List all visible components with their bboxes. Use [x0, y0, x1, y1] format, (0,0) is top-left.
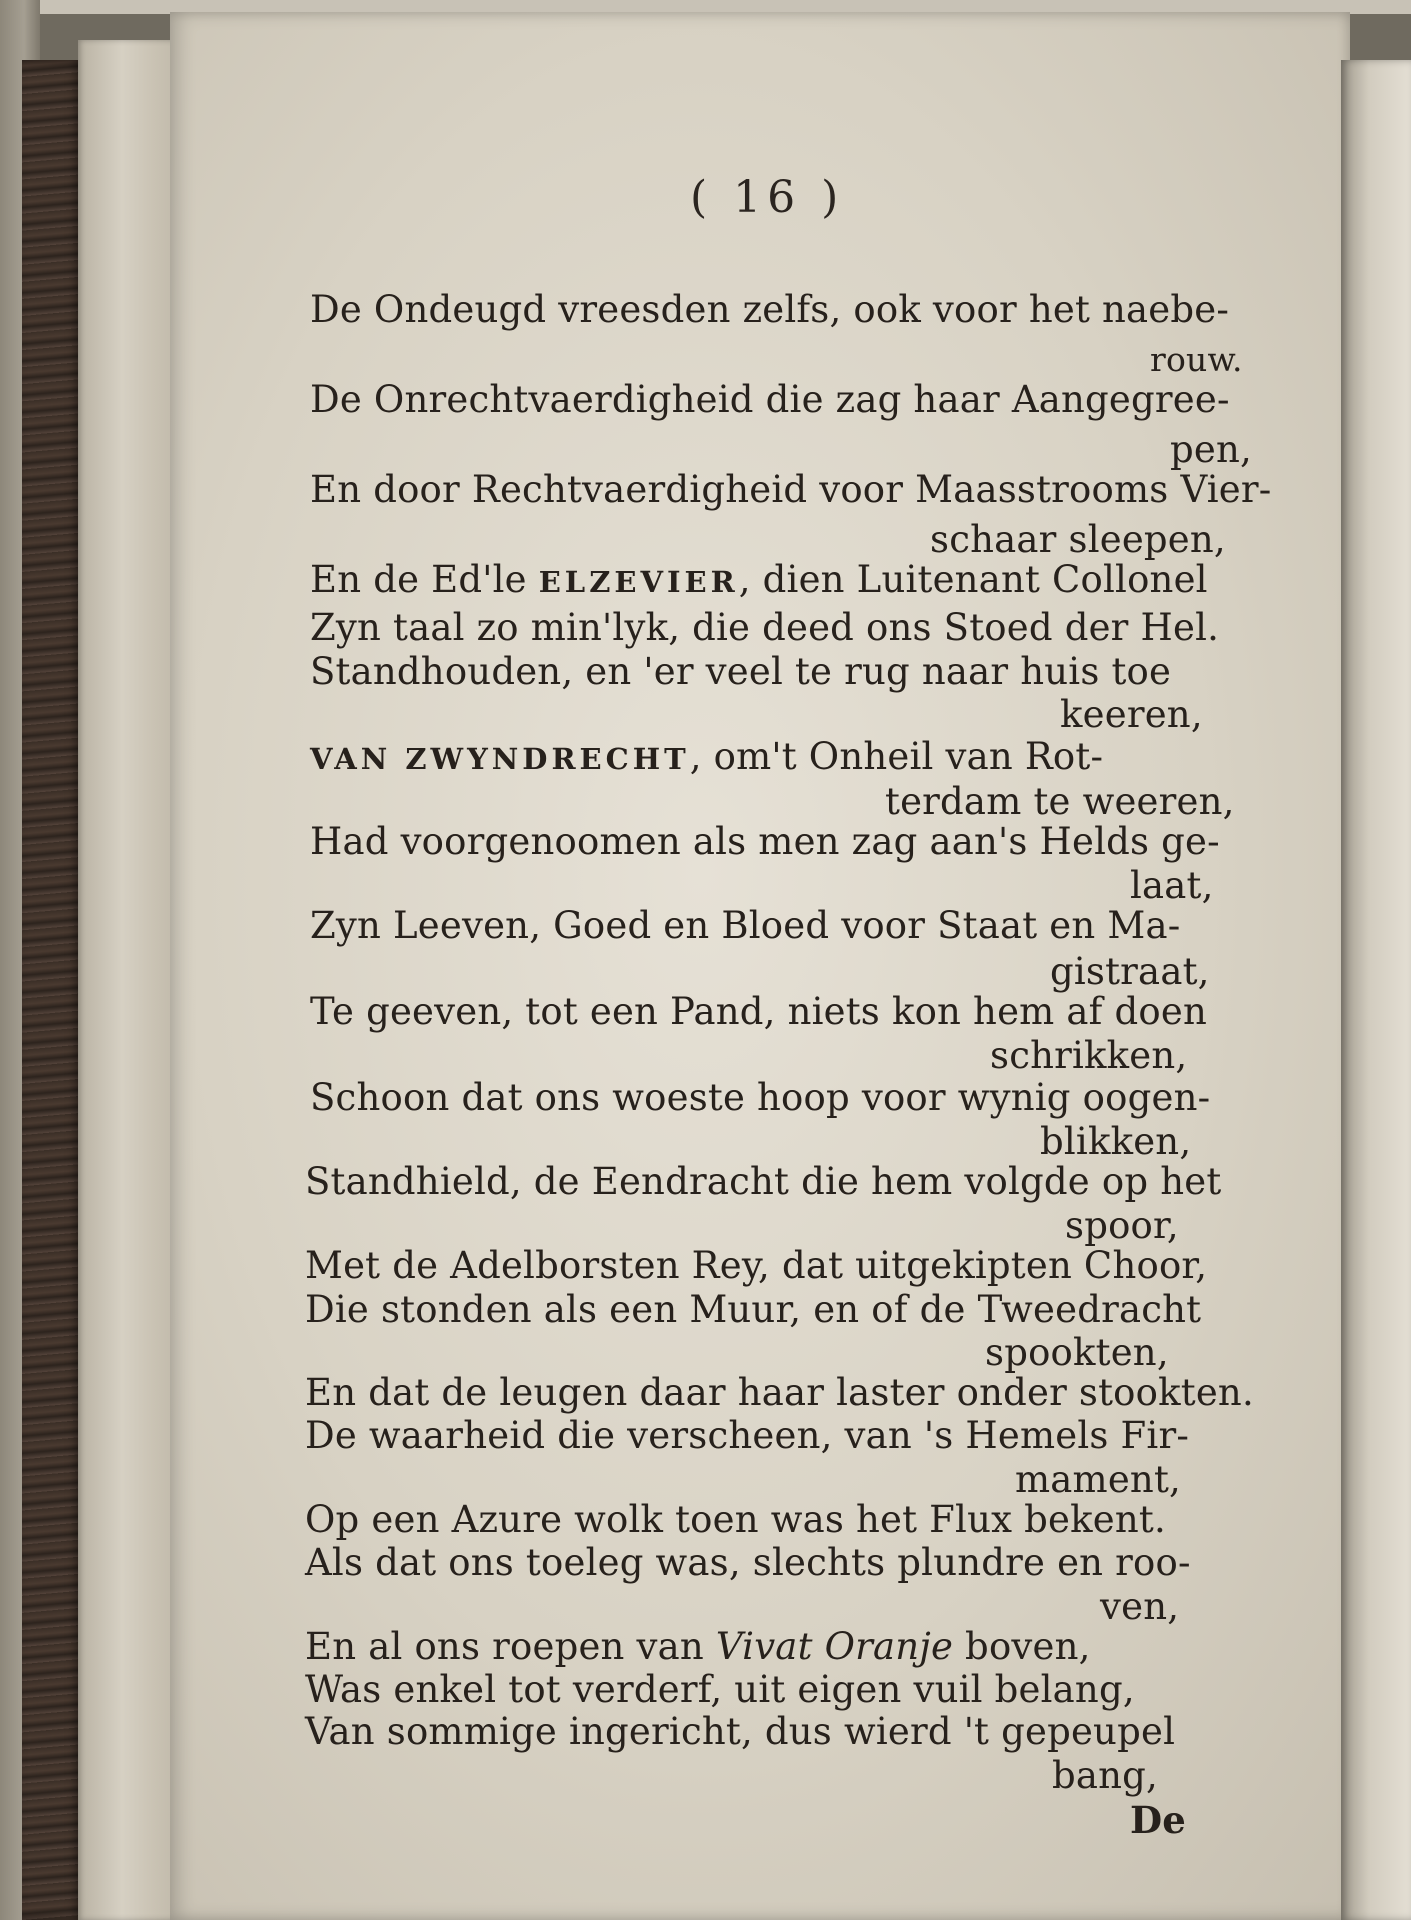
verse-line: En door Rechtvaerdigheid voor Maasstrooms Vier- [310, 468, 1272, 511]
verse-line-continuation: mament, [1015, 1458, 1181, 1501]
verse-line [310, 737, 1103, 779]
verse-line: Standhouden, en 'er veel te rug naar huis toe [310, 650, 1172, 693]
verse-line-continuation: schaar sleepen, [930, 518, 1226, 561]
verse-line: Had voorgenoomen als men zag aan's Helds ge- [310, 820, 1220, 863]
verse-line-prefix: En al ons roepen van [305, 1625, 716, 1668]
verse-line: Met de Adelborsten Rey, dat uitgekipten Choor, [305, 1244, 1208, 1287]
verse-line: Van sommige ingericht, dus wierd 't gepeupel [305, 1710, 1176, 1753]
verse-line-suffix: boven, [953, 1625, 1091, 1668]
proper-name: ELZEVIER [538, 565, 739, 599]
verse-line-continuation: blikken, [1040, 1120, 1192, 1163]
verse-line: De Onrechtvaerdigheid die zag haar Aangegree- [310, 378, 1230, 421]
verse-line-continuation: terdam te weeren, [885, 780, 1235, 823]
verse-line: Schoon dat ons woeste hoop voor wynig oogen- [310, 1076, 1211, 1119]
verse-line: En dat de leugen daar haar laster onder stookten. [305, 1371, 1254, 1414]
verse-line: Zyn taal zo min'lyk, die deed ons Stoed der Hel. [310, 606, 1220, 649]
catchword: De [1130, 1798, 1187, 1842]
verse-line: Te geeven, tot een Pand, niets kon hem af doen [310, 990, 1208, 1033]
verse-line-continuation: rouw. [1150, 340, 1243, 379]
verse-line-prefix: En de Ed'le [310, 558, 539, 601]
verse-line-continuation: spoor, [1065, 1204, 1179, 1247]
verse-line: De waarheid die verscheen, van 's Hemels Fir- [305, 1414, 1190, 1457]
verse-line-suffix: , om't Onheil van Rot- [689, 735, 1104, 778]
verse-line-suffix: , dien Luitenant Collonel [738, 558, 1208, 601]
verse-line-continuation: keeren, [1060, 693, 1203, 736]
verse-line: Was enkel tot verderf, uit eigen vuil belang, [305, 1668, 1135, 1711]
verse-line-continuation: pen, [1170, 428, 1252, 471]
verse-line-continuation: laat, [1130, 864, 1214, 907]
verse-line-continuation: schrikken, [990, 1034, 1188, 1077]
proper-name: VAN ZWYNDRECHT [310, 742, 690, 776]
verse-line-continuation: spookten, [985, 1331, 1169, 1374]
verse-line: Standhield, de Eendracht die hem volgde op het [305, 1160, 1222, 1203]
page-number: ( 16 ) [690, 172, 845, 223]
verse-line-continuation: ven, [1100, 1585, 1180, 1628]
italic-phrase: Vivat Oranje [715, 1625, 954, 1668]
verse-line: Op een Azure wolk toen was het Flux bekent. [305, 1498, 1166, 1541]
verse-line [305, 1627, 1091, 1667]
verse-line-continuation: bang, [1052, 1754, 1159, 1797]
verse-line: Die stonden als een Muur, en of de Tweedracht [305, 1288, 1202, 1331]
verse-line: Zyn Leeven, Goed en Bloed voor Staat en Ma- [310, 904, 1181, 947]
verse-line-continuation: gistraat, [1050, 950, 1210, 993]
verse-line: De Ondeugd vreesden zelfs, ook voor het naebe- [310, 288, 1230, 331]
verse-line [310, 560, 1208, 602]
verse-line: Als dat ons toeleg was, slechts plundre en roo- [305, 1541, 1191, 1584]
